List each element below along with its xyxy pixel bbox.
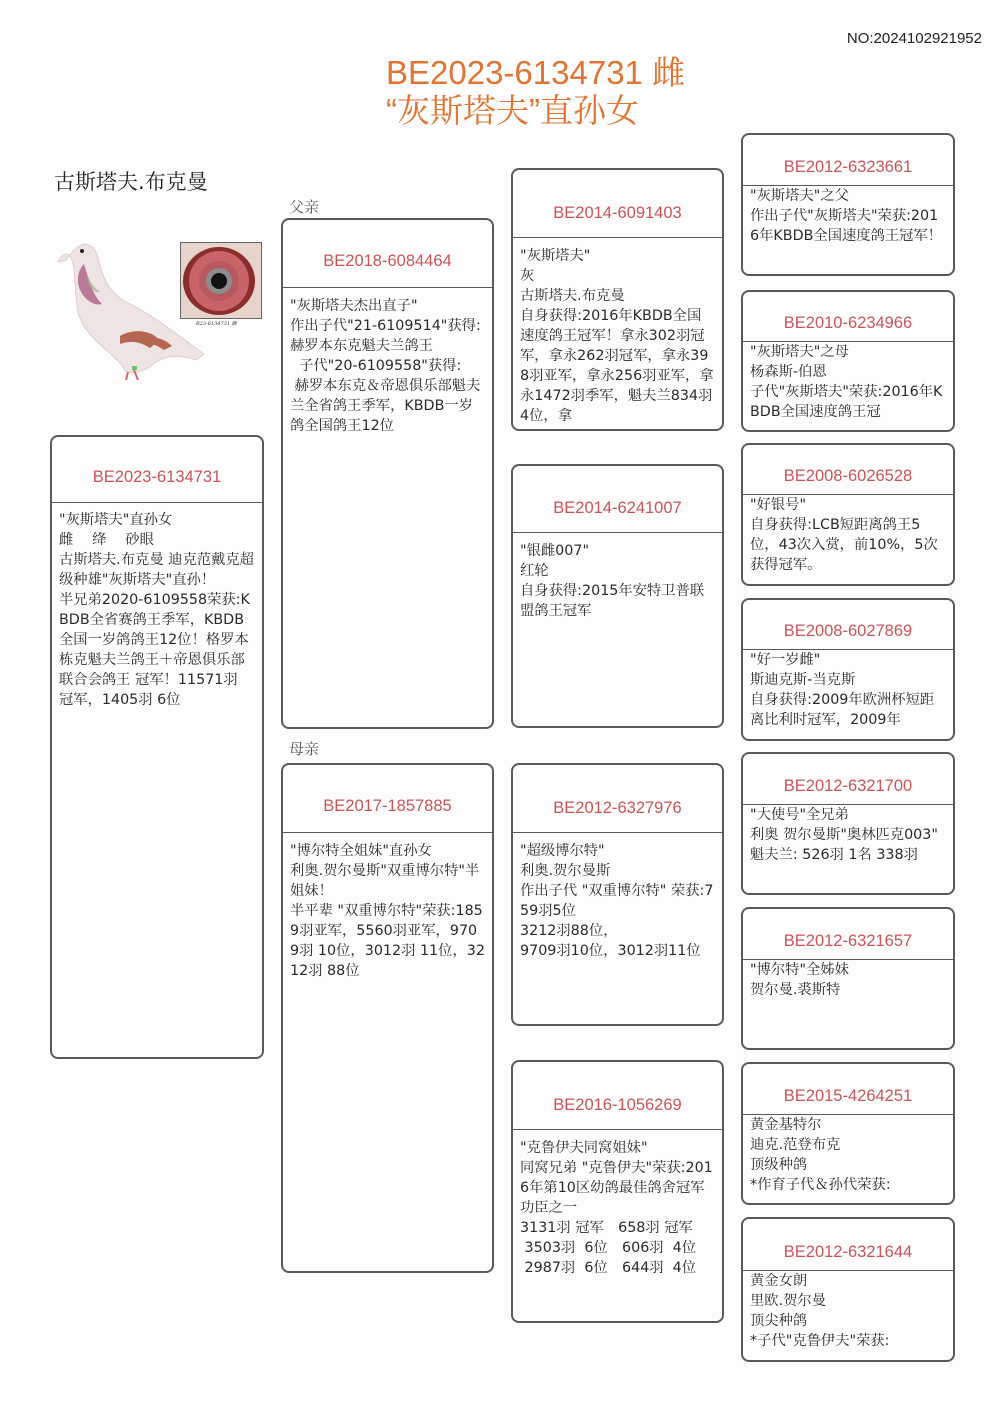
subject-ring-number: BE2023-6134731 <box>52 437 262 503</box>
great-grandparent-details: "好银号" 自身获得:LCB短距离鸽王5位，43次入赏，前10%，5次获得冠军。 <box>750 497 938 573</box>
sire-label: 父亲 <box>289 198 320 216</box>
great-grandparent-card-7[interactable] <box>741 1062 955 1205</box>
title-subtitle: “灰斯塔夫”直孙女 <box>386 92 639 129</box>
great-grandparent-details: "博尔特"全姊妹 贺尔曼.裘斯特 <box>750 962 849 998</box>
great-grandparent-ring-number: BE2012-6323661 <box>743 135 953 186</box>
breeder-name: 古斯塔夫.布克曼 <box>54 170 208 194</box>
grandparent-details: "克鲁伊夫同窝姐妹" 同窝兄弟 "克鲁伊夫"荣获:2016年第10区幼鸽最佳鸽舍冠军功臣之一 3131羽 冠军 658羽 冠军 3503羽 6位 606羽 4位 2987羽 6位 644羽 4位 <box>520 1140 713 1276</box>
great-grandparent-card-3[interactable] <box>741 443 955 586</box>
great-grandparent-details: "灰斯塔夫"之母 杨森斯-伯恩 子代"灰斯塔夫"荣获:2016年KBDB全国速度鸽王冠 <box>750 344 943 420</box>
sire-card[interactable] <box>281 218 494 729</box>
great-grandparent-ring-number: BE2012-6321657 <box>743 909 953 960</box>
great-grandparent-ring-number: BE2008-6026528 <box>743 445 953 495</box>
great-grandparent-details: "大使号"全兄弟 利奥 贺尔曼斯"奥林匹克003" 魁夫兰: 526羽 1名 338羽 <box>750 807 938 863</box>
great-grandparent-card-1[interactable] <box>741 133 955 276</box>
subject-details: "灰斯塔夫"直孙女 雌 绛 砂眼 古斯塔夫.布克曼 迪克范戴克超级种雄"灰斯塔夫"直孙！ 半兄弟2020-6109558荣获:KBDB全省赛鸽王季军，KBDB全国一岁鸽鸽王12位！格罗本栋克魁夫兰鸽王＋帝恩俱乐部联合会鸽王 冠军！11571羽 冠军，1405羽 6位 <box>59 512 254 708</box>
grandparent-details: "灰斯塔夫" 灰 古斯塔夫.布克曼 自身获得:2016年KBDB全国速度鸽王冠军！拿永302羽冠军，拿永262羽冠军，拿永398羽亚军，拿永256羽亚军，拿永1472羽季军，魁夫兰834羽4位，拿 <box>520 248 714 424</box>
grandparent-ring-number: BE2016-1056269 <box>513 1062 722 1130</box>
great-grandparent-ring-number: BE2015-4264251 <box>743 1064 953 1115</box>
grandparent-details: "银雌007" 红轮 自身获得:2015年安特卫普联盟鸽王冠军 <box>520 543 705 619</box>
document-number: NO:2024102921952 <box>846 30 982 47</box>
eye-photo-caption: B23-6134731 雌 <box>196 321 237 327</box>
dam-ring-number: BE2017-1857885 <box>283 765 492 833</box>
great-grandparent-ring-number: BE2008-6027869 <box>743 600 953 650</box>
great-grandparent-details: 黄金基特尔 迪克.范登布克 顶级种鸽 *作育子代＆孙代荣获: <box>750 1117 891 1193</box>
dam-details: "博尔特全姐妹"直孙女 利奥.贺尔曼斯"双重博尔特"半姐妹！ 半平辈 "双重博尔特"荣获:1859羽亚军，5560羽亚军，9709羽 10位，3012羽 11位，3212羽 88位 <box>290 843 485 979</box>
dam-card[interactable] <box>281 763 494 1273</box>
page-title <box>386 54 685 130</box>
great-grandparent-ring-number: BE2012-6321644 <box>743 1219 953 1271</box>
great-grandparent-details: "灰斯塔夫"之父 作出子代"灰斯塔夫"荣获:2016年KBDB全国速度鸽王冠军！ <box>750 188 943 244</box>
grandparent-ring-number: BE2012-6327976 <box>513 765 722 833</box>
sire-ring-number: BE2018-6084464 <box>283 220 492 288</box>
grandparent-card-dam-sire[interactable] <box>511 763 724 1026</box>
great-grandparent-card-4[interactable] <box>741 598 955 741</box>
great-grandparent-card-5[interactable] <box>741 752 955 895</box>
grandparent-card-sire-sire[interactable] <box>511 168 724 431</box>
great-grandparent-card-6[interactable] <box>741 907 955 1050</box>
sire-details: "灰斯塔夫杰出直子" 作出子代"21-6109514"获得: 赫罗本东克魁夫兰鸽王 子代"20-6109558"获得: 赫罗本东克＆帝恩俱乐部魁夫兰全省鸽王季军，KBDB一岁鸽全国鸽王12位 <box>290 298 481 434</box>
title-ring-number: BE2023-6134731 雌 <box>386 54 686 91</box>
subject-card[interactable] <box>50 435 264 1059</box>
great-grandparent-details: "好一岁雌" 斯迪克斯-当克斯 自身获得:2009年欧洲杯短距离比利时冠军，2009年 <box>750 652 935 728</box>
great-grandparent-card-2[interactable] <box>741 290 955 432</box>
great-grandparent-details: 黄金女朗 里欧.贺尔曼 顶尖种鸽 *子代"克鲁伊夫"荣获: <box>750 1273 890 1349</box>
grandparent-ring-number: BE2014-6241007 <box>513 466 722 533</box>
great-grandparent-card-8[interactable] <box>741 1217 955 1362</box>
grandparent-ring-number: BE2014-6091403 <box>513 170 722 238</box>
great-grandparent-ring-number: BE2012-6321700 <box>743 754 953 805</box>
grandparent-card-sire-dam[interactable] <box>511 464 724 728</box>
grandparent-card-dam-dam[interactable] <box>511 1060 724 1323</box>
great-grandparent-ring-number: BE2010-6234966 <box>743 292 953 342</box>
grandparent-details: "超级博尔特" 利奥.贺尔曼斯 作出子代 "双重博尔特" 荣获:759羽5位 3212羽88位， 9709羽10位，3012羽11位 <box>520 843 714 959</box>
dam-label: 母亲 <box>289 740 320 758</box>
eye-photo <box>180 242 262 319</box>
